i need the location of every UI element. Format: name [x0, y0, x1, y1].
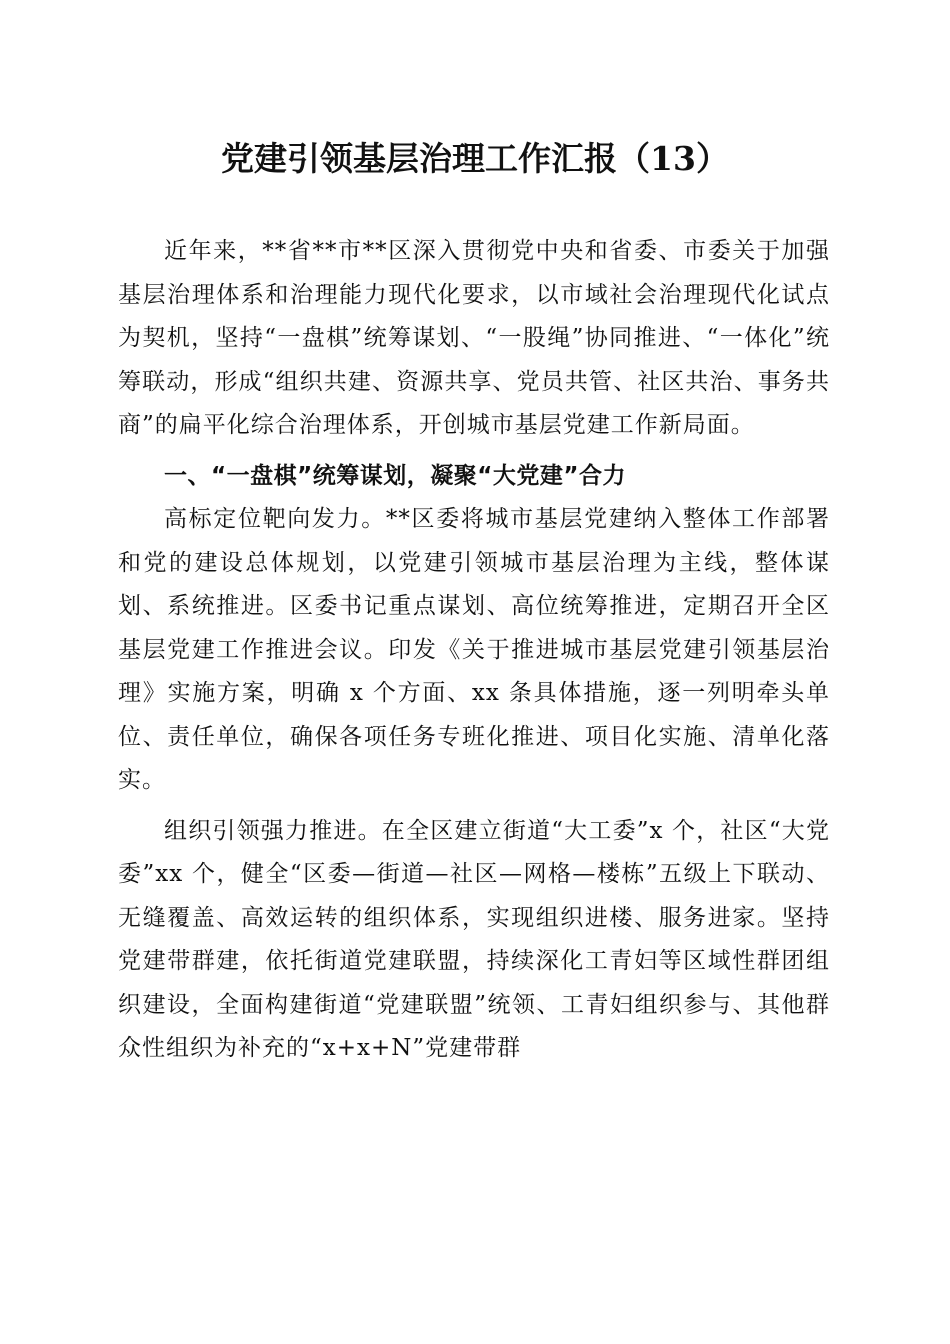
- body-paragraph-2: 组织引领强力推进。在全区建立街道“大工委”x 个，社区“大党委”xx 个，健全“区委—街道—社区—网格—楼栋”五级上下联动、无缝覆盖、高效运转的组织体系，实现组织进楼、服务进家。坚持党建带群建，依托街道党建联盟，持续深化工青妇等区域性群团组织建设，全面构建街道“党建联盟”统领、工青妇组织参与、其他群众性组织为补充的“x+x+N”党建带群: [118, 817, 830, 1061]
- document-body: [118, 230, 830, 1071]
- intro-paragraph: 近年来，**省**市**区深入贯彻党中央和省委、市委关于加强基层治理体系和治理能力现代化要求，以市域社会治理现代化试点为契机，坚持“一盘棋”统筹谋划、“一股绳”协同推进、“一体化”统筹联动，形成“组织共建、资源共享、党员共管、社区共治、事务共商”的扁平化综合治理体系，开创城市基层党建工作新局面。: [118, 238, 830, 438]
- section-heading-1: 一、“一盘棋”统筹谋划，凝聚“大党建”合力: [164, 462, 626, 489]
- body-paragraph-1: 高标定位靶向发力。**区委将城市基层党建纳入整体工作部署和党的建设总体规划，以党建引领城市基层治理为主线，整体谋划、系统推进。区委书记重点谋划、高位统筹推进，定期召开全区基层党建工作推进会议。印发《关于推进城市基层党建引领基层治理》实施方案，明确 x 个方面、xx 条具体措施，逐一列明牵头单位、责任单位，确保各项任务专班化推进、项目化实施、清单化落实。: [118, 506, 830, 793]
- document-title: 党建引领基层治理工作汇报（13）: [221, 139, 729, 178]
